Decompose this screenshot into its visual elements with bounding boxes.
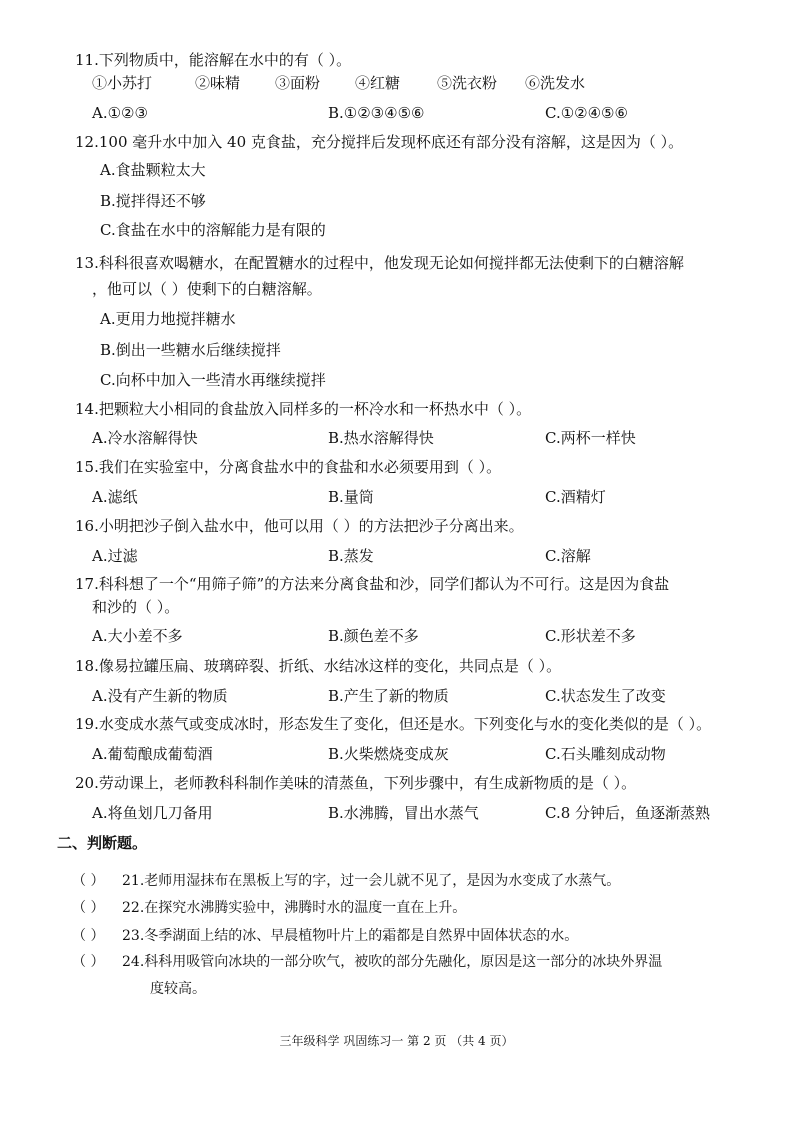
page-footer: 三年级科学 巩固练习一 第 2 页 （共 4 页） — [279, 1034, 514, 1048]
q12-option-a: A.食盐颗粒太大 — [100, 161, 206, 179]
q17-option-a: A.大小差不多 — [92, 627, 183, 645]
q12-option-b: B.搅拌得还不够 — [100, 192, 206, 210]
q15-option-b: B.量筒 — [328, 488, 374, 506]
judge-item-21 — [72, 871, 620, 891]
q11-item-5: ⑤洗衣粉 — [437, 74, 498, 92]
judge-text: 24.科科用吸管向冰块的一部分吹气，被吹的部分先融化，原因是这一部分的冰块外界温 — [122, 954, 663, 970]
answer-bracket[interactable]: （ ） — [72, 900, 105, 916]
q13-option-c: C.向杯中加入一些清水再继续搅拌 — [100, 371, 326, 389]
q15-option-a: A.滤纸 — [92, 488, 138, 506]
q20-option-b: B.水沸腾，冒出水蒸气 — [328, 804, 479, 822]
q11-item-3: ③面粉 — [275, 74, 321, 92]
question-13-stem-cont: ，他可以（ ）使剩下的白糖溶解。 — [92, 280, 322, 298]
q13-option-a: A.更用力地搅拌糖水 — [100, 310, 236, 328]
question-14-stem: 14.把颗粒大小相同的食盐放入同样多的一杯冷水和一杯热水中（ ）。 — [75, 400, 532, 418]
answer-bracket[interactable]: （ ） — [72, 873, 105, 889]
q14-option-c: C.两杯一样快 — [545, 429, 636, 447]
question-17-stem: 17.科科想了一个“用筛子筛”的方法来分离食盐和沙，同学们都认为不可行。这是因为食盐 — [75, 575, 670, 593]
q15-option-c: C.酒精灯 — [545, 488, 606, 506]
q11-item-1: ①小苏打 — [92, 74, 153, 92]
q18-option-c: C.状态发生了改变 — [545, 687, 666, 705]
q20-option-c: C.8 分钟后，鱼逐渐蒸熟 — [545, 804, 711, 822]
question-11-stem: 11.下列物质中，能溶解在水中的有（ ）。 — [75, 51, 352, 69]
judge-item-24 — [72, 952, 662, 972]
question-17-stem-cont: 和沙的（ ）。 — [92, 598, 180, 616]
q19-option-a: A.葡萄酿成葡萄酒 — [92, 745, 213, 763]
q11-option-a: A.①②③ — [92, 104, 148, 122]
question-18-stem: 18.像易拉罐压扁、玻璃碎裂、折纸、水结冰这样的变化，共同点是（ ）。 — [75, 657, 562, 675]
answer-bracket[interactable]: （ ） — [72, 928, 105, 944]
q11-item-6: ⑥洗发水 — [525, 74, 586, 92]
q16-option-b: B.蒸发 — [328, 547, 374, 565]
question-19-stem: 19.水变成水蒸气或变成冰时，形态发生了变化，但还是水。下列变化与水的变化类似的是（ ）。 — [75, 715, 712, 733]
q13-option-b: B.倒出一些糖水后继续搅拌 — [100, 341, 281, 359]
q16-option-a: A.过滤 — [92, 547, 138, 565]
q17-option-b: B.颜色差不多 — [328, 627, 419, 645]
question-15-stem: 15.我们在实验室中，分离食盐水中的食盐和水必须要用到（ ）。 — [75, 458, 502, 476]
q16-option-c: C.溶解 — [545, 547, 591, 565]
section-title: 二、判断题。 — [57, 834, 148, 852]
q11-item-4: ④红糖 — [355, 74, 401, 92]
q19-option-c: C.石头雕刻成动物 — [545, 745, 666, 763]
judge-item-23 — [72, 926, 578, 946]
q12-option-c: C.食盐在水中的溶解能力是有限的 — [100, 221, 326, 239]
judge-item-22 — [72, 898, 466, 918]
q14-option-b: B.热水溶解得快 — [328, 429, 434, 447]
q11-option-b: B.①②③④⑤⑥ — [328, 104, 425, 122]
q20-option-a: A.将鱼划几刀备用 — [92, 804, 213, 822]
q18-option-a: A.没有产生新的物质 — [92, 687, 228, 705]
question-20-stem: 20.劳动课上，老师教科科制作美味的清蒸鱼，下列步骤中，有生成新物质的是（ ）。 — [75, 774, 637, 792]
q11-option-c: C.①②④⑤⑥ — [545, 104, 628, 122]
q19-option-b: B.火柴燃烧变成灰 — [328, 745, 449, 763]
q18-option-b: B.产生了新的物质 — [328, 687, 449, 705]
q17-option-c: C.形状差不多 — [545, 627, 636, 645]
judge-text: 22.在探究水沸腾实验中，沸腾时水的温度一直在上升。 — [122, 900, 467, 916]
judge-text: 23.冬季湖面上结的冰、早晨植物叶片上的霜都是自然界中固体状态的水。 — [122, 928, 579, 944]
answer-bracket[interactable]: （ ） — [72, 954, 105, 970]
q11-item-2: ②味精 — [195, 74, 241, 92]
judge-item-24-cont: 度较高。 — [150, 981, 206, 997]
judge-text: 21.老师用湿抹布在黑板上写的字，过一会儿就不见了，是因为水变成了水蒸气。 — [122, 873, 621, 889]
question-13-stem: 13.科科很喜欢喝糖水，在配置糖水的过程中，他发现无论如何搅拌都无法使剩下的白糖溶解 — [75, 254, 684, 272]
q14-option-a: A.冷水溶解得快 — [92, 429, 198, 447]
question-16-stem: 16.小明把沙子倒入盐水中，他可以用（ ）的方法把沙子分离出来。 — [75, 517, 524, 535]
question-12-stem: 12.100 毫升水中加入 40 克食盐，充分搅拌后发现杯底还有部分没有溶解，这是因为（ ）。 — [75, 133, 684, 151]
